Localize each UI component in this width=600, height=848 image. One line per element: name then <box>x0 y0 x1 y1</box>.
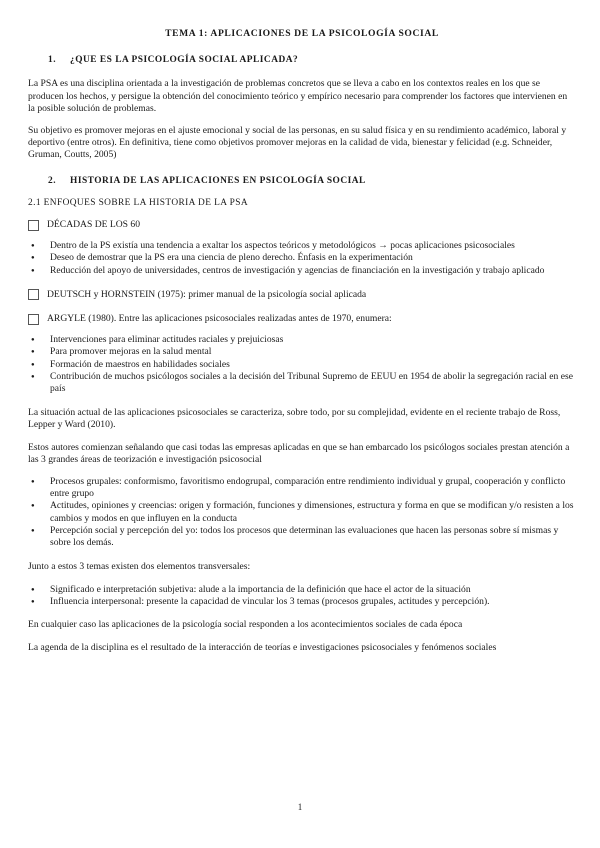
checkbox-icon <box>28 289 39 300</box>
document-title: TEMA 1: APLICACIONES DE LA PSICOLOGÍA SOCIAL <box>165 28 439 39</box>
section-heading-2 <box>48 175 576 187</box>
list-item: ● Actitudes, opiniones y creencias: origen y formación, funciones y dimensiones, estructura y forma en que se modifican y/o resisten a los cambios y modos en que influyen en la conducta <box>28 500 576 524</box>
section-title: HISTORIA DE LAS APLICACIONES EN PSICOLOGÍA SOCIAL <box>70 175 366 186</box>
list-item: ● Significado e interpretación subjetiva: alude a la importancia de la definición que hace el actor de la situación <box>28 584 576 596</box>
list-item: ● Formación de maestros en habilidades sociales <box>28 359 576 371</box>
list-item: ● Influencia interpersonal: presente la capacidad de vincular los 3 temas (procesos grupales, actitudes y percepción). <box>28 596 576 608</box>
checkbox-item <box>28 289 576 301</box>
page-number: 1 <box>297 802 303 812</box>
checkbox-item <box>28 313 576 325</box>
list-item: ● Para promover mejoras en la salud mental <box>28 346 576 358</box>
paragraph: La PSA es una disciplina orientada a la investigación de problemas concretos que se lleva a cabo en los contextos reales en los que se producen los hechos, y persigue la obtención del conocimiento teórico y empírico necesario para comprender los factores que intervienen en la posible solución de problemas. <box>28 78 568 114</box>
paragraph: Junto a estos 3 temas existen dos elementos transversales: <box>28 561 251 573</box>
paragraph: Estos autores comienzan señalando que casi todas las empresas aplicadas en que se han embarcado los psicólogos sociales prestan atención a las 3 grandes áreas de teorización e investigación psicosocial <box>28 441 570 465</box>
checkbox-item <box>28 219 576 231</box>
checkbox-icon <box>28 314 39 325</box>
document-page <box>28 22 576 654</box>
checkbox-icon <box>28 220 39 231</box>
list-item: ● Percepción social y percepción del yo: todos los procesos que determinan las evaluaciones que hacen las personas sobre sí mismas y sobre los demás. <box>28 525 576 549</box>
section-number: 1. <box>48 55 57 66</box>
list-item: ● Contribución de muchos psicólogos sociales a la decisión del Tribunal Supremo de EEUU en 1954 de abolir la segregación racial en ese país <box>28 371 576 395</box>
bullet-list <box>28 240 576 277</box>
section-number: 2. <box>48 175 57 186</box>
bullet-list <box>28 334 576 395</box>
bullet-list <box>28 584 576 608</box>
bullet-list <box>28 476 576 549</box>
section-heading-1 <box>48 54 576 66</box>
list-item: ● Intervenciones para eliminar actitudes raciales y prejuiciosas <box>28 334 576 346</box>
paragraph: En cualquier caso las aplicaciones de la psicología social responden a los acontecimientos sociales de cada época <box>28 618 463 630</box>
subsection-heading: 2.1 ENFOQUES SOBRE LA HISTORIA DE LA PSA <box>28 197 249 208</box>
list-item: ● Reducción del apoyo de universidades, centros de investigación y agencias de financiación en la investigación y trabajo aplicado <box>28 265 576 277</box>
list-item: ● Procesos grupales: conformismo, favoritismo endogrupal, comparación entre rendimiento individual y grupal, cooperación y conflicto entre grupo <box>28 476 576 500</box>
checkbox-label: DÉCADAS DE LOS 60 <box>47 219 141 231</box>
section-title: ¿QUE ES LA PSICOLOGÍA SOCIAL APLICADA? <box>70 55 299 66</box>
paragraph: Su objetivo es promover mejoras en el ajuste emocional y social de las personas, en su salud física y en su rendimiento académico, laboral y deportivo (entre otros). En definitiva, tiene como objetivos promover mejoras en la calidad de vida, bienestar y felicidad (e.g. Schneider, Gruman, Coutts, 2005) <box>28 125 567 161</box>
list-item: ● Deseo de demostrar que la PS era una ciencia de pleno derecho. Énfasis en la experimentación <box>28 252 576 264</box>
paragraph: La agenda de la disciplina es el resultado de la interacción de teorías e investigaciones psicosociales y fenómenos sociales <box>28 642 497 654</box>
list-item: ● Dentro de la PS existía una tendencia a exaltar los aspectos teóricos y metodológicos → pocas aplicaciones psicosociales <box>28 240 576 252</box>
paragraph: La situación actual de las aplicaciones psicosociales se caracteriza, sobre todo, por su complejidad, evidente en el reciente trabajo de Ross, Lepper y Ward (2010). <box>28 407 561 431</box>
checkbox-label: ARGYLE (1980). Entre las aplicaciones psicosociales realizadas antes de 1970, enumera: <box>47 313 392 325</box>
checkbox-label: DEUTSCH y HORNSTEIN (1975): primer manual de la psicología social aplicada <box>47 288 367 300</box>
